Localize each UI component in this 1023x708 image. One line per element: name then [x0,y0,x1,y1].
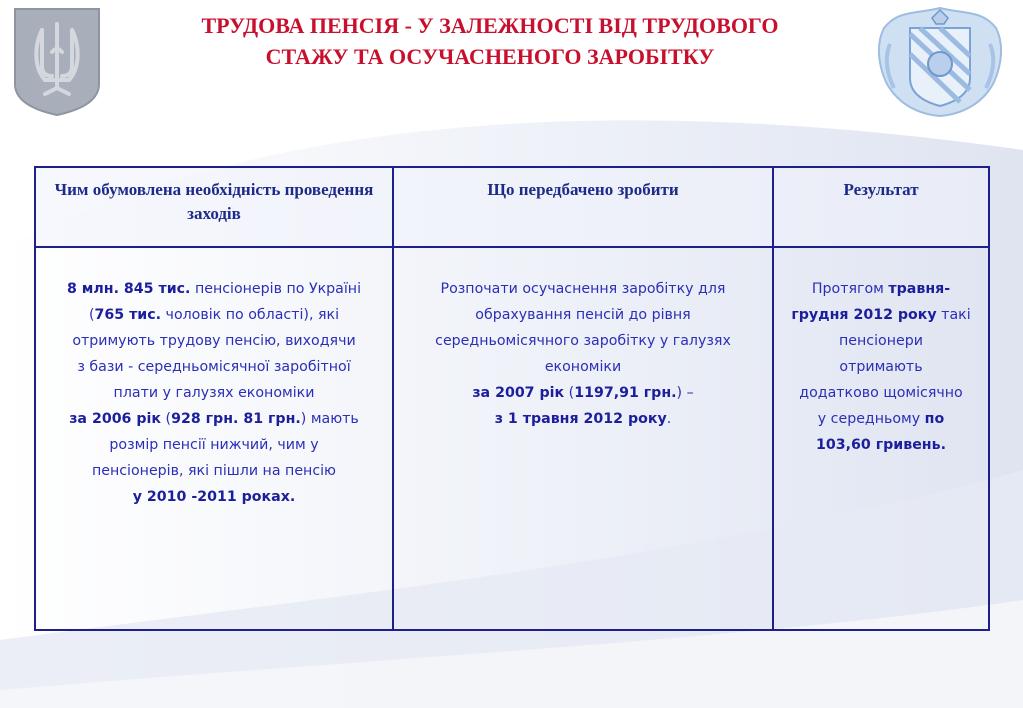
highlight-text: 928 грн. 81 грн. [171,411,301,427]
text-line: економіки [544,359,622,375]
highlight-text: з 1 травня 2012 року [494,411,667,427]
measures-table [34,166,990,631]
body-text: ( [161,411,172,427]
text-line: отримують трудову пенсію, виходячи [72,333,356,349]
title-line-2: СТАЖУ ТА ОСУЧАСНЕНОГО ЗАРОБІТКУ [265,44,715,69]
highlight-text: 765 тис. [94,307,162,323]
highlight-text: за 2006 рік [69,411,162,427]
text-line [44,276,384,302]
ukraine-trident-emblem-icon [12,6,102,118]
text-line: Розпочати осучаснення заробітку для [440,281,726,297]
highlight-text: по [924,411,945,427]
text-line [44,302,384,328]
text-line [782,406,980,432]
title-line-1: ТРУДОВА ПЕНСІЯ - У ЗАЛЕЖНОСТІ ВІД ТРУДОВОГО [201,13,779,38]
header-planned: Що передбачено зробити [393,167,773,247]
text-line: середньомісячного заробітку у галузях [435,333,731,349]
text-line: отримають [839,359,923,375]
text-line: пенсіонери [839,333,923,349]
text-line [44,406,384,432]
cell-result [773,247,989,630]
text-line: з бази - середньомісячної заробітної [77,359,351,375]
text-line [782,276,980,302]
cell-necessity [35,247,393,630]
regional-coat-of-arms-icon [876,4,1004,120]
body-text: ) мають [300,411,359,427]
text-line: у 2010 -2011 роках. [132,489,296,505]
header-necessity: Чим обумовлена необхідність проведення заходів [35,167,393,247]
body-text: Протягом [811,281,889,297]
body-text: ( [88,307,95,323]
highlight-text: 8 млн. 845 тис. [66,281,191,297]
body-text: ) – [676,385,694,401]
body-text: ( [564,385,575,401]
header-result: Результат [773,167,989,247]
page-title [110,10,870,72]
highlight-text: 1197,91 грн. [574,385,677,401]
text-line: 103,60 гривень. [816,437,946,453]
body-text: . [666,411,672,427]
highlight-text: за 2007 рік [472,385,565,401]
highlight-text: грудня 2012 року [791,307,937,323]
highlight-text: травня- [888,281,951,297]
text-line [782,302,980,328]
text-line [402,406,764,432]
table-header-row [35,167,989,247]
body-text: у середньому [817,411,925,427]
body-text: пенсіонерів по Україні [190,281,362,297]
text-line: обрахування пенсій до рівня [475,307,691,323]
text-line: розмір пенсії нижчий, чим у [109,437,319,453]
body-text: чоловік по області), які [161,307,340,323]
text-line [402,380,764,406]
table-row [35,247,989,630]
text-line: плати у галузях економіки [113,385,315,401]
text-line: пенсіонерів, які пішли на пенсію [91,463,337,479]
cell-planned [393,247,773,630]
text-line: додатково щомісячно [799,385,963,401]
body-text: такі [936,307,971,323]
